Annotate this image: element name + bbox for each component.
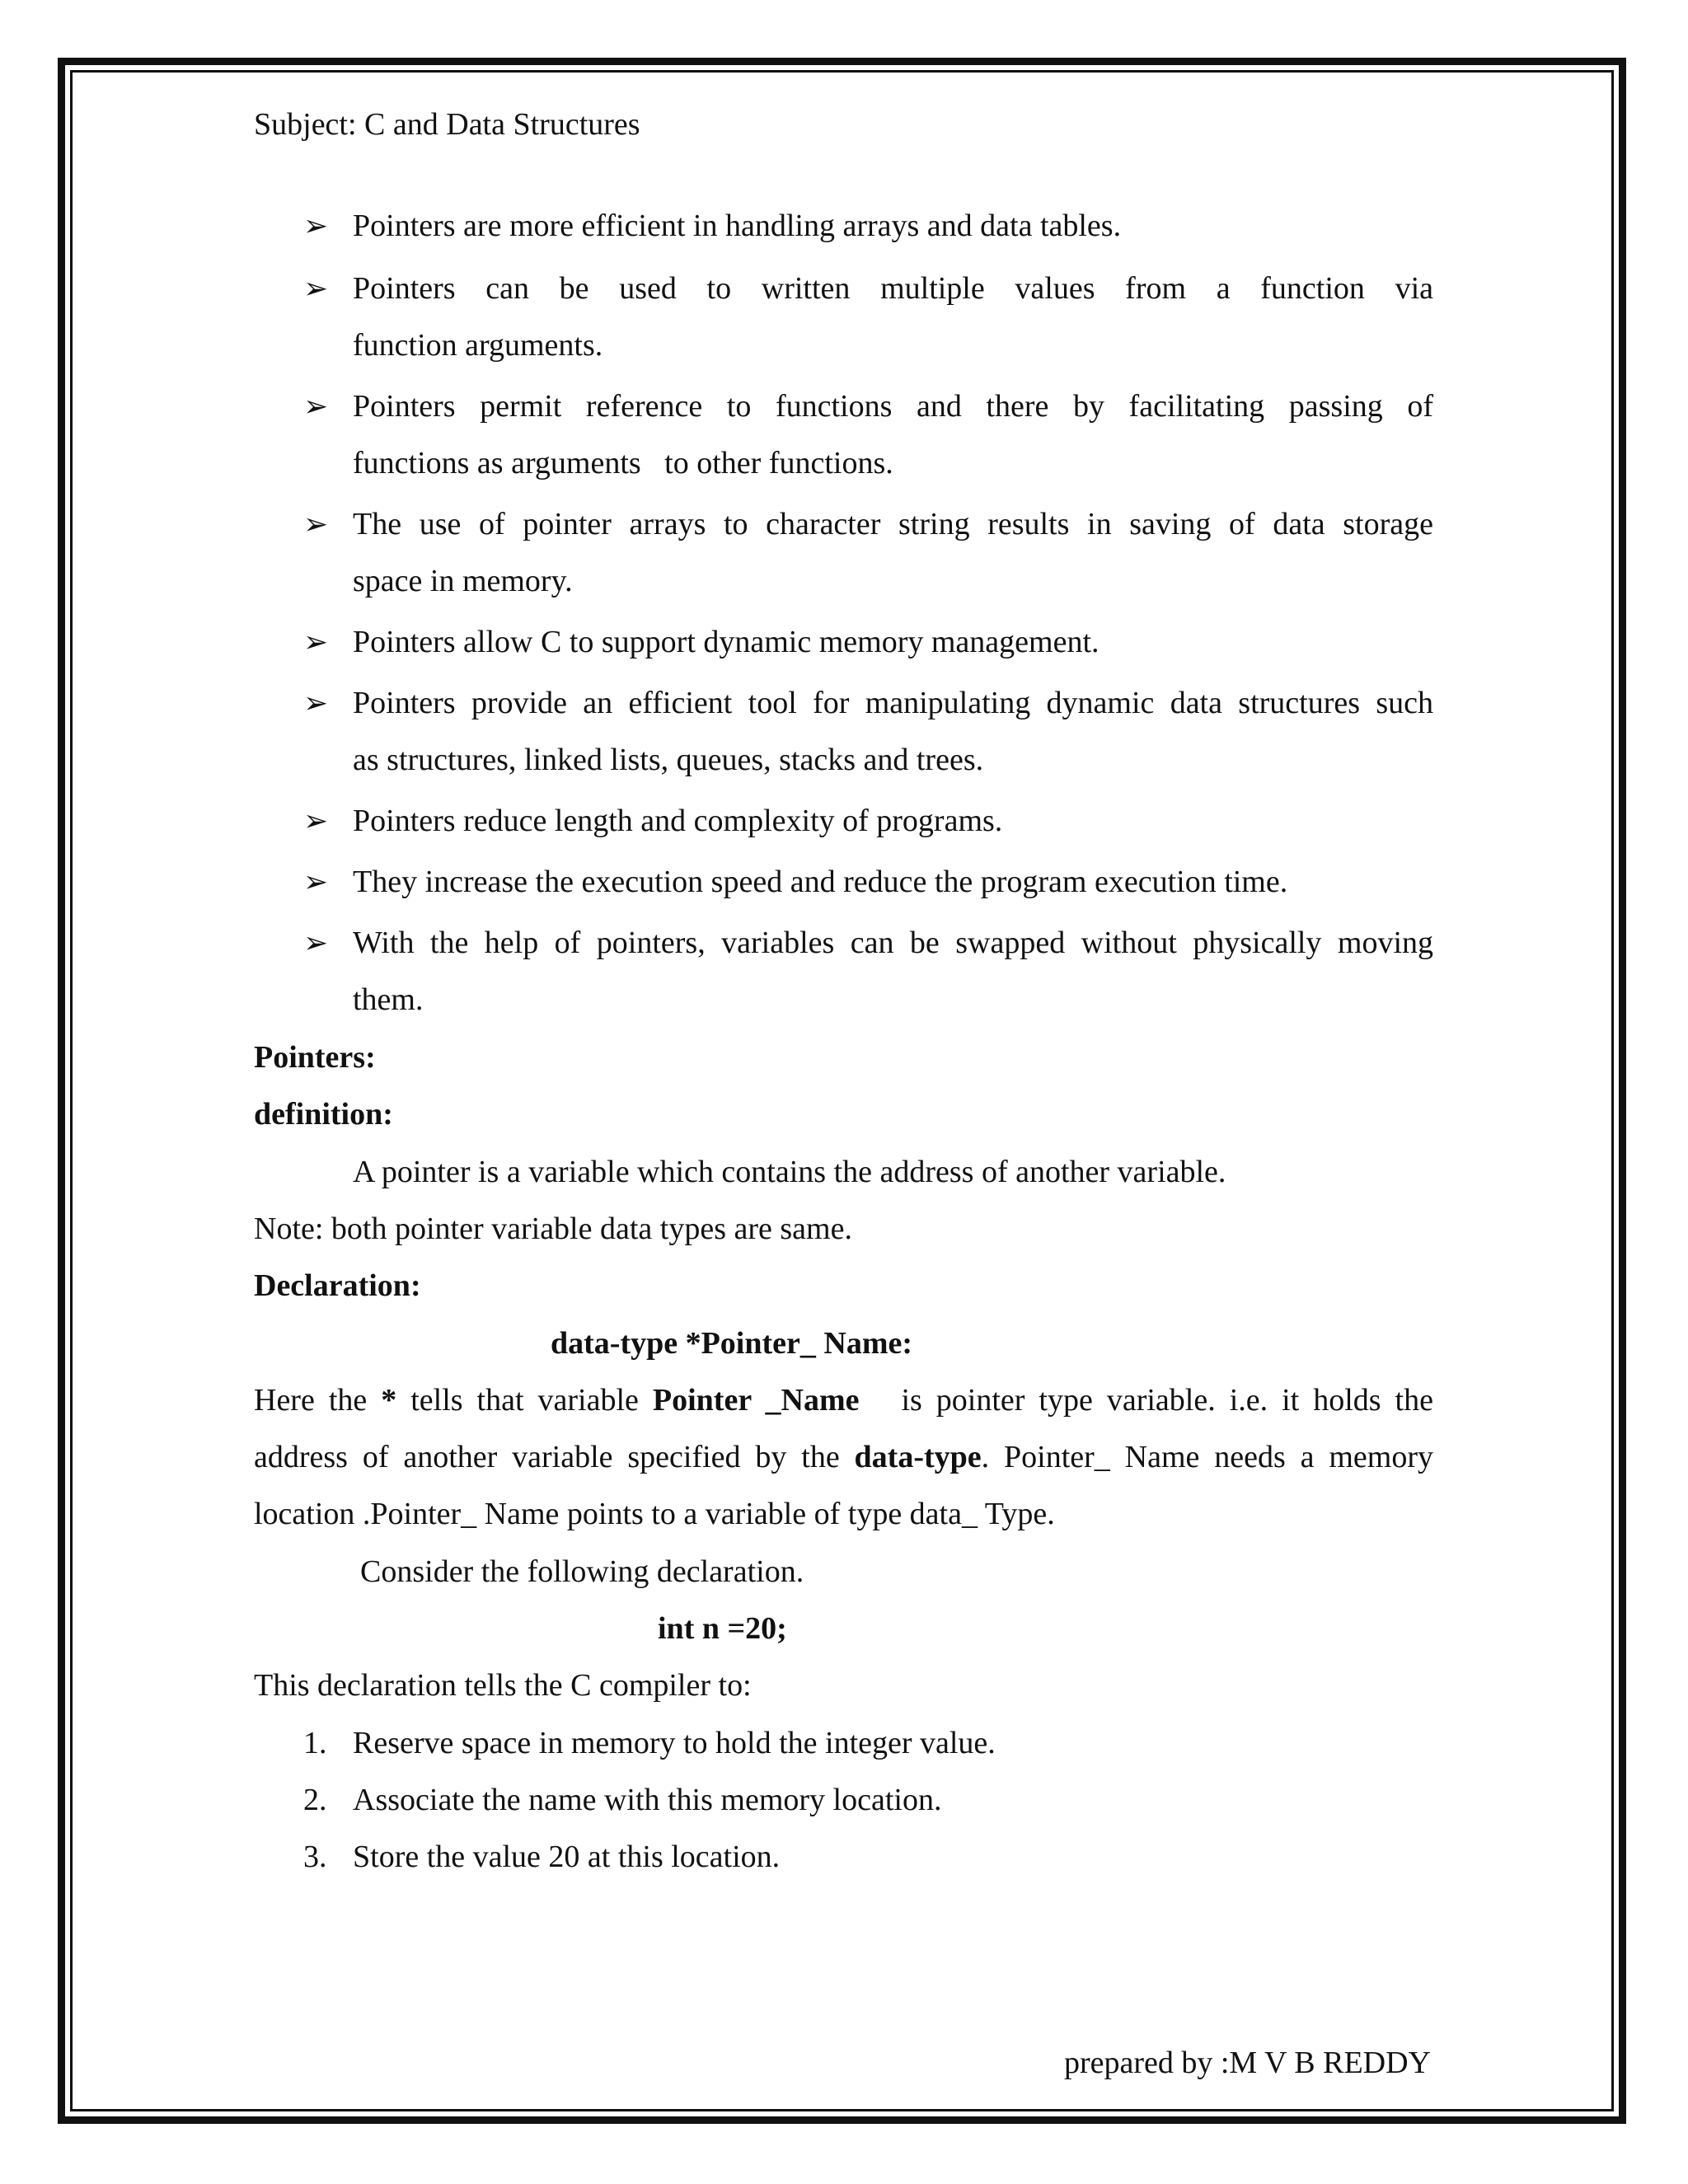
bullet-arrow-icon: ➢ [303, 508, 329, 541]
bullet-text: Pointers are more efficient in handling arrays and data tables. [353, 209, 1122, 243]
declaration-heading: Declaration: [254, 1268, 421, 1303]
step-text: Store the value 20 at this location. [353, 1840, 781, 1874]
bullet-text: Pointers can be used to written multiple values from a function via [353, 271, 1433, 306]
explanation-line-3: location .Pointer_ Name points to a variable of type data_ Type. [254, 1497, 1055, 1531]
bullet-arrow-icon: ➢ [303, 865, 329, 898]
step-number: 3. [303, 1840, 327, 1874]
bullet-text: With the help of pointers, variables can be swapped without physically moving [353, 926, 1433, 960]
pointers-heading: Pointers: [254, 1040, 376, 1075]
bullet-text: Pointers reduce length and complexity of programs. [353, 804, 1003, 838]
explanation-line-2: address of another variable specified by the data-type. Pointer_ Name needs a memory [254, 1440, 1433, 1474]
bullet-text: The use of pointer arrays to character string results in saving of data storage [353, 507, 1433, 541]
definition-heading: definition: [254, 1097, 393, 1132]
subject-header: Subject: C and Data Structures [254, 107, 640, 142]
bullet-text: Pointers provide an efficient tool for manipulating dynamic data structures such [353, 686, 1433, 720]
bullet-arrow-icon: ➢ [303, 626, 329, 658]
bullet-text-continuation: functions as arguments to other functions. [353, 446, 893, 480]
declaration-syntax: data-type *Pointer_ Name: [551, 1326, 913, 1361]
bullet-text: Pointers allow C to support dynamic memory management. [353, 625, 1100, 659]
bullet-arrow-icon: ➢ [303, 272, 329, 305]
bullet-text: They increase the execution speed and reduce the program execution time. [353, 865, 1288, 899]
bullet-text-continuation: space in memory. [353, 564, 573, 598]
definition-text: A pointer is a variable which contains the address of another variable. [353, 1155, 1226, 1189]
note-text: Note: both pointer variable data types are same. [254, 1212, 852, 1246]
bullet-text-continuation: function arguments. [353, 328, 603, 363]
bullet-arrow-icon: ➢ [303, 390, 329, 423]
bullet-arrow-icon: ➢ [303, 209, 329, 242]
bullet-arrow-icon: ➢ [303, 804, 329, 837]
compiler-intro: This declaration tells the C compiler to: [254, 1668, 752, 1703]
bullet-text-continuation: as structures, linked lists, queues, stacks and trees. [353, 743, 984, 777]
consider-text: Consider the following declaration. [360, 1554, 804, 1589]
step-number: 2. [303, 1783, 327, 1817]
explanation-line-1: Here the * tells that variable Pointer _Name is pointer type variable. i.e. it holds the [254, 1383, 1433, 1418]
bullet-arrow-icon: ➢ [303, 687, 329, 719]
bullet-text-continuation: them. [353, 982, 424, 1017]
step-number: 1. [303, 1726, 327, 1760]
code-example: int n =20; [658, 1611, 787, 1646]
step-text: Associate the name with this memory location. [353, 1783, 942, 1817]
step-text: Reserve space in memory to hold the integer value. [353, 1726, 996, 1760]
bullet-text: Pointers permit reference to functions and there by facilitating passing of [353, 389, 1433, 424]
bullet-arrow-icon: ➢ [303, 926, 329, 959]
footer-author: prepared by :M V B REDDY [1063, 2046, 1431, 2080]
